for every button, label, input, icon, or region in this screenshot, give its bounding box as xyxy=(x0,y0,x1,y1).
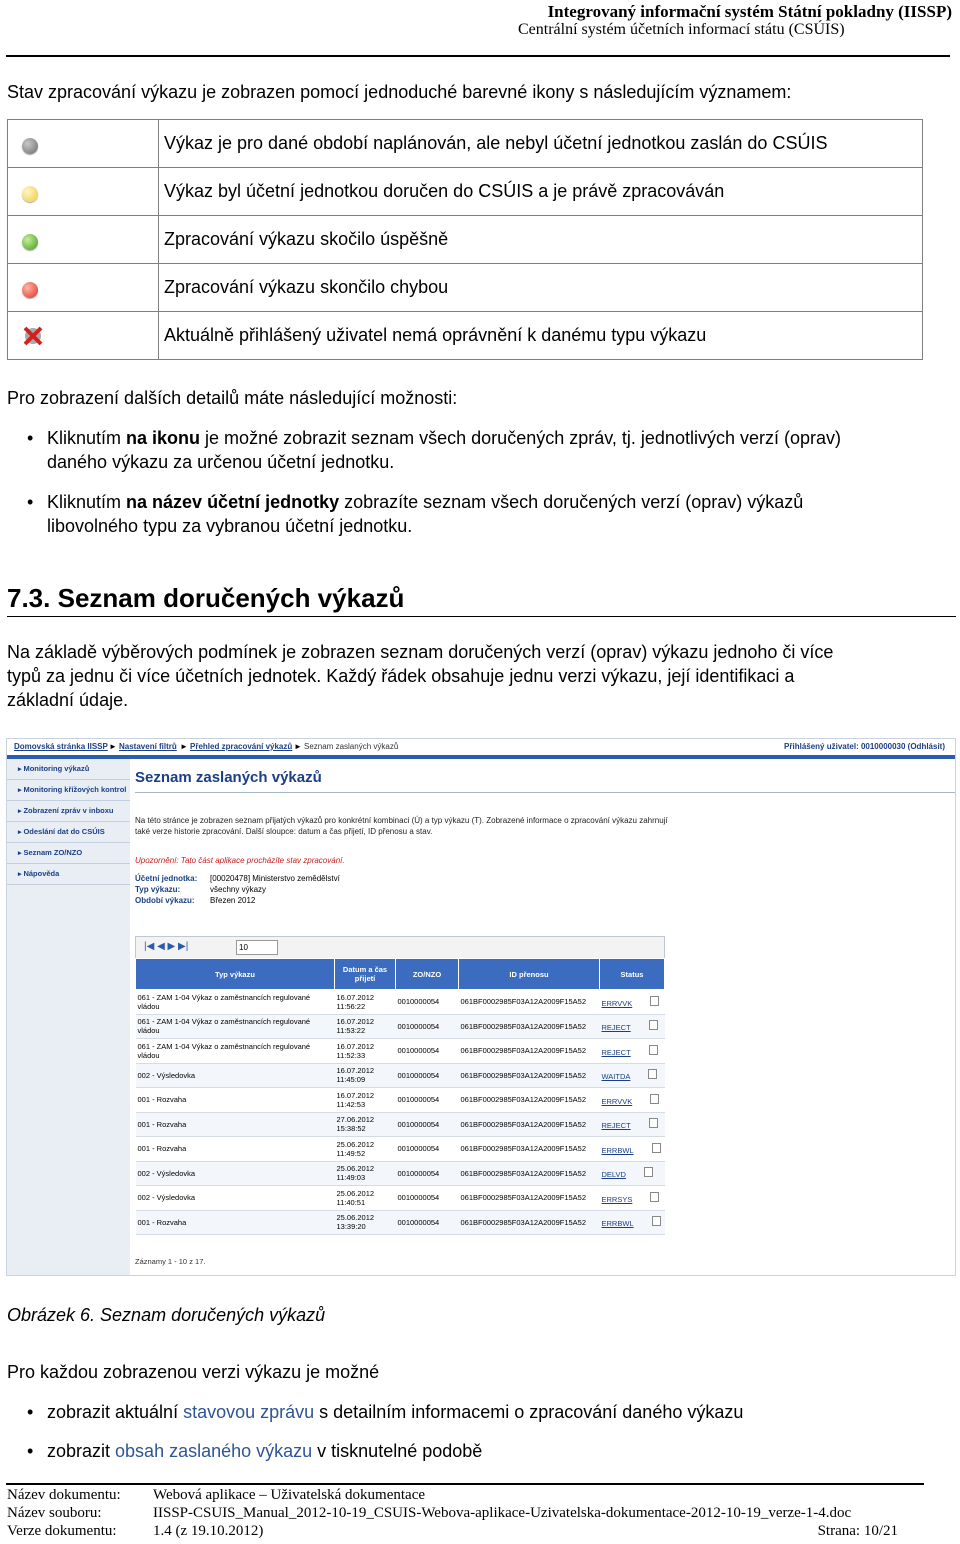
menu-item-cross-checks[interactable]: ▸ Monitoring křížových kontrol xyxy=(7,780,130,801)
header-divider xyxy=(6,55,950,57)
cell-id: 061BF0002985F03A12A2009F15A52 xyxy=(459,1161,600,1186)
cell-date: 16.07.2012 11:52:33 xyxy=(335,1039,396,1064)
footer-file-label: Název souboru: xyxy=(7,1505,102,1521)
screenshot-figure xyxy=(6,738,956,1276)
section-divider xyxy=(7,616,956,617)
cell-date: 16.07.2012 11:42:53 xyxy=(335,1088,396,1113)
bullet-icon: • xyxy=(27,1441,34,1461)
cell-type: 061 - ZAM 1-04 Výkaz o zaměstnancích regulované vládou xyxy=(136,1014,335,1039)
breadcrumb-current: Seznam zaslaných výkazů xyxy=(304,742,399,751)
cell-id: 061BF0002985F03A12A2009F15A52 xyxy=(459,1137,600,1162)
title-divider xyxy=(135,792,955,793)
table-row xyxy=(136,1161,665,1186)
detail-icon[interactable] xyxy=(649,1020,658,1030)
status-link[interactable]: WAITDA xyxy=(601,1072,631,1082)
cell-zo: 0010000054 xyxy=(396,1063,459,1088)
table-row xyxy=(136,1063,665,1088)
red-dot-icon xyxy=(22,282,38,298)
cell-status[interactable] xyxy=(600,1137,665,1162)
option-item: • zobrazit aktuální stavovou zprávu s detailním informacemi o zpracování daného výkazu xyxy=(27,1402,744,1422)
legend-row xyxy=(8,216,923,264)
table-row xyxy=(136,1186,665,1211)
option-item: • zobrazit obsah zaslaného výkazu v tisknutelné podobě xyxy=(27,1441,483,1461)
col-id[interactable]: ID přenosu xyxy=(459,959,600,990)
cell-zo: 0010000054 xyxy=(396,1161,459,1186)
figure-caption: Obrázek 6. Seznam doručených výkazů xyxy=(7,1305,326,1325)
cell-type: 061 - ZAM 1-04 Výkaz o zaměstnancích regulované vládou xyxy=(136,1039,335,1064)
reports-table xyxy=(135,958,665,1235)
header-title: Integrovaný informační systém Státní pokladny (IISSP) xyxy=(547,2,952,21)
cell-status[interactable] xyxy=(600,1210,665,1235)
status-link[interactable]: REJECT xyxy=(601,1023,631,1033)
status-link[interactable]: REJECT xyxy=(601,1121,631,1131)
legend-row xyxy=(8,264,923,312)
cell-date: 25.06.2012 11:49:52 xyxy=(335,1137,396,1162)
footer-page: Strana: 10/21 xyxy=(817,1523,898,1539)
legend-text: Výkaz je pro dané období naplánován, ale nebyl účetní jednotkou zaslán do CSÚIS xyxy=(159,120,923,168)
cell-status[interactable] xyxy=(600,990,665,1015)
status-link[interactable]: REJECT xyxy=(601,1047,631,1057)
cell-status[interactable] xyxy=(600,1088,665,1113)
status-legend-table xyxy=(7,119,923,360)
table-row xyxy=(136,1210,665,1235)
cell-zo: 0010000054 xyxy=(396,1088,459,1113)
cell-id: 061BF0002985F03A12A2009F15A52 xyxy=(459,1112,600,1137)
status-link[interactable]: ERRVVK xyxy=(601,998,633,1008)
cell-zo: 0010000054 xyxy=(396,1186,459,1211)
pager xyxy=(135,936,665,959)
cell-date: 25.06.2012 11:49:03 xyxy=(335,1161,396,1186)
cell-id: 061BF0002985F03A12A2009F15A52 xyxy=(459,1186,600,1211)
report-content-link[interactable]: obsah zaslaného výkazu xyxy=(115,1441,313,1461)
detail-icon[interactable] xyxy=(652,1216,661,1226)
detail-icon[interactable] xyxy=(649,1118,658,1128)
cell-date: 16.07.2012 11:45:09 xyxy=(335,1063,396,1088)
detail-icon[interactable] xyxy=(650,1094,659,1104)
table-row xyxy=(136,1137,665,1162)
menu-item-help[interactable]: ▸ Nápověda xyxy=(7,864,130,885)
col-type[interactable]: Typ výkazu xyxy=(136,959,335,990)
table-row xyxy=(136,1039,665,1064)
bullet-item: • Kliknutím na ikonu je možné zobrazit seznam všech doručených zpráv, tj. jednotlivých verzí (oprav) daného výkazu za určenou účetní jednotku. xyxy=(27,428,841,472)
detail-icon[interactable] xyxy=(652,1143,661,1153)
footer-file: IISSP-CSUIS_Manual_2012-10-19_CSUIS-Webova-aplikace-Uzivatelska-dokumentace-2012-10-19_verze-1-4.doc xyxy=(153,1505,852,1521)
cell-id: 061BF0002985F03A12A2009F15A52 xyxy=(459,990,600,1015)
breadcrumb-home[interactable]: Domovská stránka IISSP xyxy=(14,742,108,751)
status-link[interactable]: ERRVVK xyxy=(601,1096,633,1106)
screenshot-main xyxy=(135,759,955,1275)
col-date[interactable]: Datum a čas přijetí xyxy=(335,959,396,990)
header-subtitle: Centrální systém účetních informací státu (CSÚIS) xyxy=(518,21,845,38)
footer-doc-name-label: Název dokumentu: xyxy=(7,1487,121,1503)
warning-text: Upozornění: Tato část aplikace procházíte stav zpracování. xyxy=(135,856,345,865)
footer-divider xyxy=(6,1483,924,1485)
cell-status[interactable] xyxy=(600,1039,665,1064)
detail-icon[interactable] xyxy=(648,1069,657,1079)
status-link[interactable]: ERRBWL xyxy=(601,1145,634,1155)
detail-icon[interactable] xyxy=(650,996,659,1006)
bullet-icon: • xyxy=(27,1402,34,1422)
cell-type: 061 - ZAM 1-04 Výkaz o zaměstnancích regulované vládou xyxy=(136,990,335,1015)
cell-type: 001 - Rozvaha xyxy=(136,1112,335,1137)
cell-type: 001 - Rozvaha xyxy=(136,1088,335,1113)
cell-date: 16.07.2012 11:56:22 xyxy=(335,990,396,1015)
cell-date: 25.06.2012 11:40:51 xyxy=(335,1186,396,1211)
cell-date: 27.06.2012 15:38:52 xyxy=(335,1112,396,1137)
legend-row xyxy=(8,120,923,168)
cell-id: 061BF0002985F03A12A2009F15A52 xyxy=(459,1210,600,1235)
cell-status[interactable] xyxy=(600,1063,665,1088)
legend-text: Výkaz byl účetní jednotkou doručen do CSÚIS a je právě zpracováván xyxy=(159,168,923,216)
status-link[interactable]: DELVD xyxy=(601,1170,626,1180)
legend-text: Zpracování výkazu skončilo chybou xyxy=(159,264,923,312)
cell-type: 001 - Rozvaha xyxy=(136,1210,335,1235)
green-dot-icon xyxy=(22,234,38,250)
cell-zo: 0010000054 xyxy=(396,1112,459,1137)
cell-date: 25.06.2012 13:39:20 xyxy=(335,1210,396,1235)
details-intro: Pro zobrazení dalších detailů máte následující možnosti: xyxy=(7,388,458,408)
bullet-item: • Kliknutím na název účetní jednotky zobrazíte seznam všech doručených verzí (oprav) výkazů libovolného typu za vybranou účetní jednotku. xyxy=(27,492,804,536)
page-title: Seznam zaslaných výkazů xyxy=(135,769,322,786)
page-size-select[interactable]: 10 xyxy=(236,940,278,955)
breadcrumb-filters[interactable]: Nastavení filtrů xyxy=(119,742,177,751)
status-link[interactable]: ERRBWL xyxy=(601,1219,634,1229)
table-row xyxy=(136,1088,665,1113)
cell-id: 061BF0002985F03A12A2009F15A52 xyxy=(459,1063,600,1088)
cell-type: 001 - Rozvaha xyxy=(136,1137,335,1162)
footer-version-label: Verze dokumentu: xyxy=(7,1523,117,1539)
info-text: Na této stránce je zobrazen seznam přijatých výkazů pro konkrétní kombinaci (Ú) a typ výkazu (T). Zobrazené informace o zpracování výkazu zahrnují také verze historie zpracování. Další sloupce: datum a čas přijetí, ID přenosu a stav. xyxy=(135,816,668,836)
status-message-link[interactable]: stavovou zprávu xyxy=(183,1402,315,1422)
legend-row xyxy=(8,312,923,360)
table-row xyxy=(136,1112,665,1137)
table-row xyxy=(136,1014,665,1039)
bullet-icon: • xyxy=(27,428,34,448)
footer-doc-name: Webová aplikace – Uživatelská dokumentace xyxy=(153,1487,426,1503)
cell-type: 002 - Výsledovka xyxy=(136,1186,335,1211)
detail-icon[interactable] xyxy=(650,1192,659,1202)
records-count: Záznamy 1 - 10 z 17. xyxy=(135,1257,206,1266)
cell-id: 061BF0002985F03A12A2009F15A52 xyxy=(459,1039,600,1064)
col-status[interactable]: Status xyxy=(600,959,665,990)
pager-nav-icons[interactable]: |◀ ◀ ▶ ▶| xyxy=(144,941,189,952)
menu-item-inbox[interactable]: ▸ Zobrazení zpráv v inboxu xyxy=(7,801,130,822)
grey-dot-icon xyxy=(22,138,38,154)
section-paragraph: Na základě výběrových podmínek je zobrazen seznam doručených verzí (oprav) výkazu jednoho či více typů za jednu či více účetních jednotek. Každý řádek obsahuje jednu verzi výkazu, její identifikaci a základní údaje. xyxy=(7,642,834,710)
no-permission-icon xyxy=(22,325,44,347)
cell-zo: 0010000054 xyxy=(396,990,459,1015)
cell-status[interactable] xyxy=(600,1014,665,1039)
cell-status[interactable] xyxy=(600,1161,665,1186)
cell-zo: 0010000054 xyxy=(396,1014,459,1039)
bullet-icon: • xyxy=(27,492,34,512)
cell-type: 002 - Výsledovka xyxy=(136,1161,335,1186)
section-heading: 7.3. Seznam doručených výkazů xyxy=(7,583,405,613)
legend-text: Zpracování výkazu skočilo úspěšně xyxy=(159,216,923,264)
legend-row xyxy=(8,168,923,216)
cell-zo: 0010000054 xyxy=(396,1137,459,1162)
cell-id: 061BF0002985F03A12A2009F15A52 xyxy=(459,1014,600,1039)
footer-version: 1.4 (z 19.10.2012) xyxy=(153,1523,264,1539)
logged-user[interactable]: Přihlášený uživatel: 0010000030 (Odhlásit) xyxy=(784,742,945,751)
cell-status[interactable] xyxy=(600,1112,665,1137)
after-text: Pro každou zobrazenou verzi výkazu je možné xyxy=(7,1362,380,1382)
status-link[interactable]: ERRSYS xyxy=(601,1194,633,1204)
legend-text: Aktuálně přihlášený uživatel nemá oprávnění k danému typu výkazu xyxy=(159,312,923,360)
filter-summary: Účetní jednotka: [00020478] Ministerstvo zemědělství Typ výkazu: všechny výkazy Období výkazu: Březen 2012 xyxy=(135,874,340,905)
breadcrumb-overview[interactable]: Přehled zpracování výkazů xyxy=(190,742,293,751)
col-zo[interactable]: ZO/NZO xyxy=(396,959,459,990)
table-row xyxy=(136,990,665,1015)
menu-item-send[interactable]: ▸ Odeslání dat do CSÚIS xyxy=(7,822,130,843)
detail-icon[interactable] xyxy=(644,1167,653,1177)
breadcrumb: Domovská stránka IISSP ► Nastavení filtrů ► Přehled zpracování výkazů ► Seznam zaslaných výkazů Přihlášený uživatel: 0010000030 (Odhlásit) xyxy=(14,742,945,751)
cell-zo: 0010000054 xyxy=(396,1039,459,1064)
cell-id: 061BF0002985F03A12A2009F15A52 xyxy=(459,1088,600,1113)
menu-item-zo-nzo[interactable]: ▸ Seznam ZO/NZO xyxy=(7,843,130,864)
menu-item-monitoring[interactable]: ▸ Monitoring výkazů xyxy=(7,759,130,780)
cell-type: 002 - Výsledovka xyxy=(136,1063,335,1088)
cell-zo: 0010000054 xyxy=(396,1210,459,1235)
yellow-dot-icon xyxy=(22,186,38,202)
detail-icon[interactable] xyxy=(649,1045,658,1055)
cell-date: 16.07.2012 11:53:22 xyxy=(335,1014,396,1039)
cell-status[interactable] xyxy=(600,1186,665,1211)
side-menu xyxy=(7,759,130,1275)
intro-text: Stav zpracování výkazu je zobrazen pomocí jednoduché barevné ikony s následujícím významem: xyxy=(7,82,792,102)
